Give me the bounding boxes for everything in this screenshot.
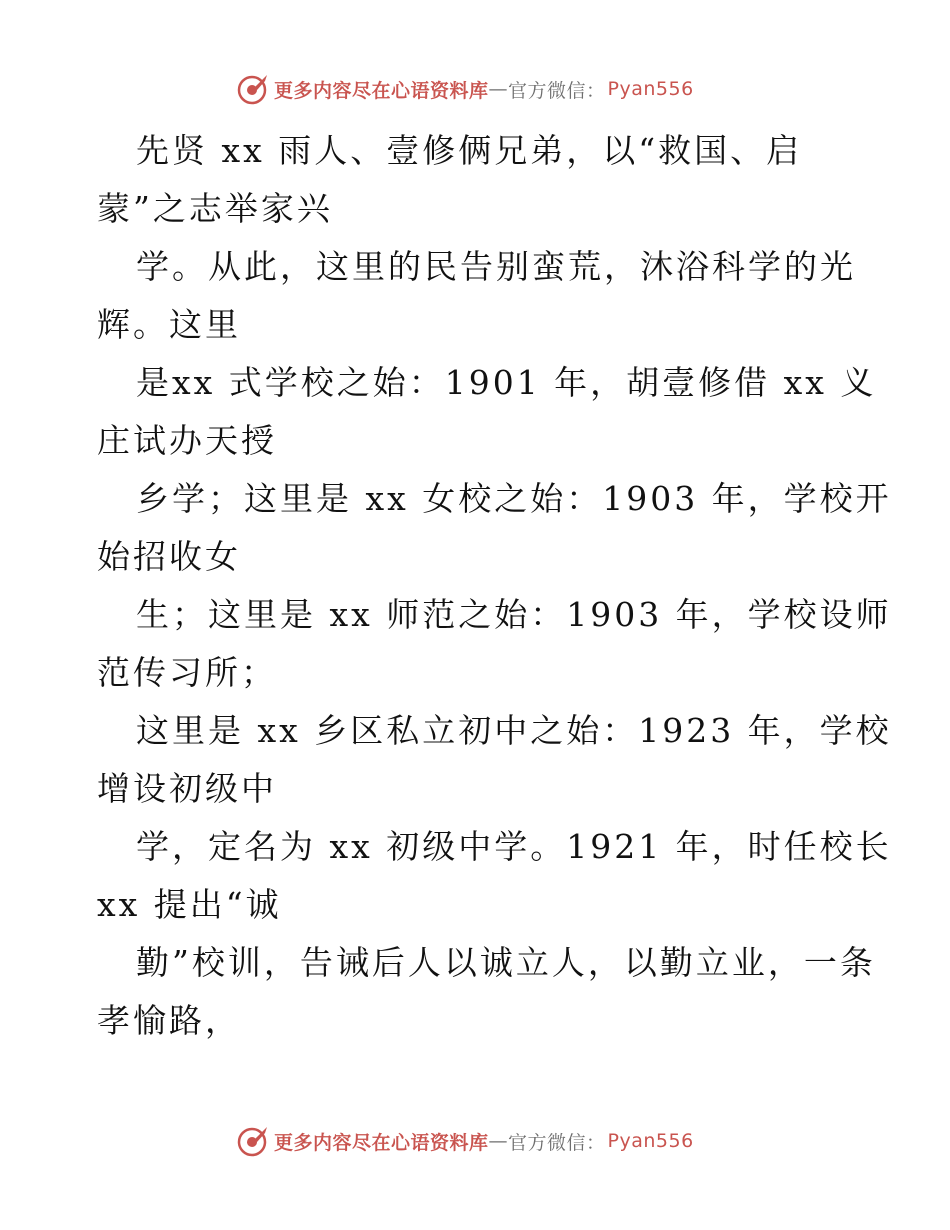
text-line: 学。从此，这里的民告别蛮荒，沐浴科学的光 [136, 247, 856, 286]
text-line: 范传习所； [97, 653, 277, 692]
text-line: 蒙”之志举家兴 [97, 189, 333, 228]
text-line: 勤”校训，告诫后人以诚立人，以勤立业，一条 [136, 943, 876, 982]
watermark-label: 官方微信： [508, 1131, 606, 1154]
header-watermark [236, 72, 694, 106]
watermark-separator: — [488, 1130, 509, 1152]
text-line: 乡学；这里是 xx 女校之始：1903 年，学校开 [136, 479, 892, 518]
text-line: 辉。这里 [97, 305, 241, 344]
text-line: 孝愉路， [97, 1001, 241, 1040]
watermark-id: Pyan556 [607, 78, 694, 100]
text-line: 增设初级中 [97, 769, 277, 808]
footer-watermark [236, 1124, 694, 1158]
text-line: 是xx 式学校之始：1901 年，胡壹修借 xx 义 [136, 363, 877, 402]
text-line: 先贤 xx 雨人、壹修俩兄弟，以“救国、启 [136, 131, 803, 170]
watermark-text: 更多内容尽在心语资料库 [274, 1131, 489, 1154]
text-line: xx 提出“诚 [97, 885, 282, 924]
watermark-text: 更多内容尽在心语资料库 [274, 79, 489, 102]
watermark-label: 官方微信： [508, 79, 606, 102]
text-line: 始招收女 [97, 537, 241, 576]
quill-logo-icon [236, 1124, 270, 1158]
text-line: 生；这里是 xx 师范之始：1903 年，学校设师 [136, 595, 892, 634]
watermark-separator: — [488, 78, 509, 100]
quill-logo-icon [236, 72, 270, 106]
text-line: 这里是 xx 乡区私立初中之始：1923 年，学校 [136, 711, 892, 750]
watermark-id: Pyan556 [607, 1130, 694, 1152]
text-line: 学，定名为 xx 初级中学。1921 年，时任校长 [136, 827, 892, 866]
text-line: 庄试办天授 [97, 421, 277, 460]
